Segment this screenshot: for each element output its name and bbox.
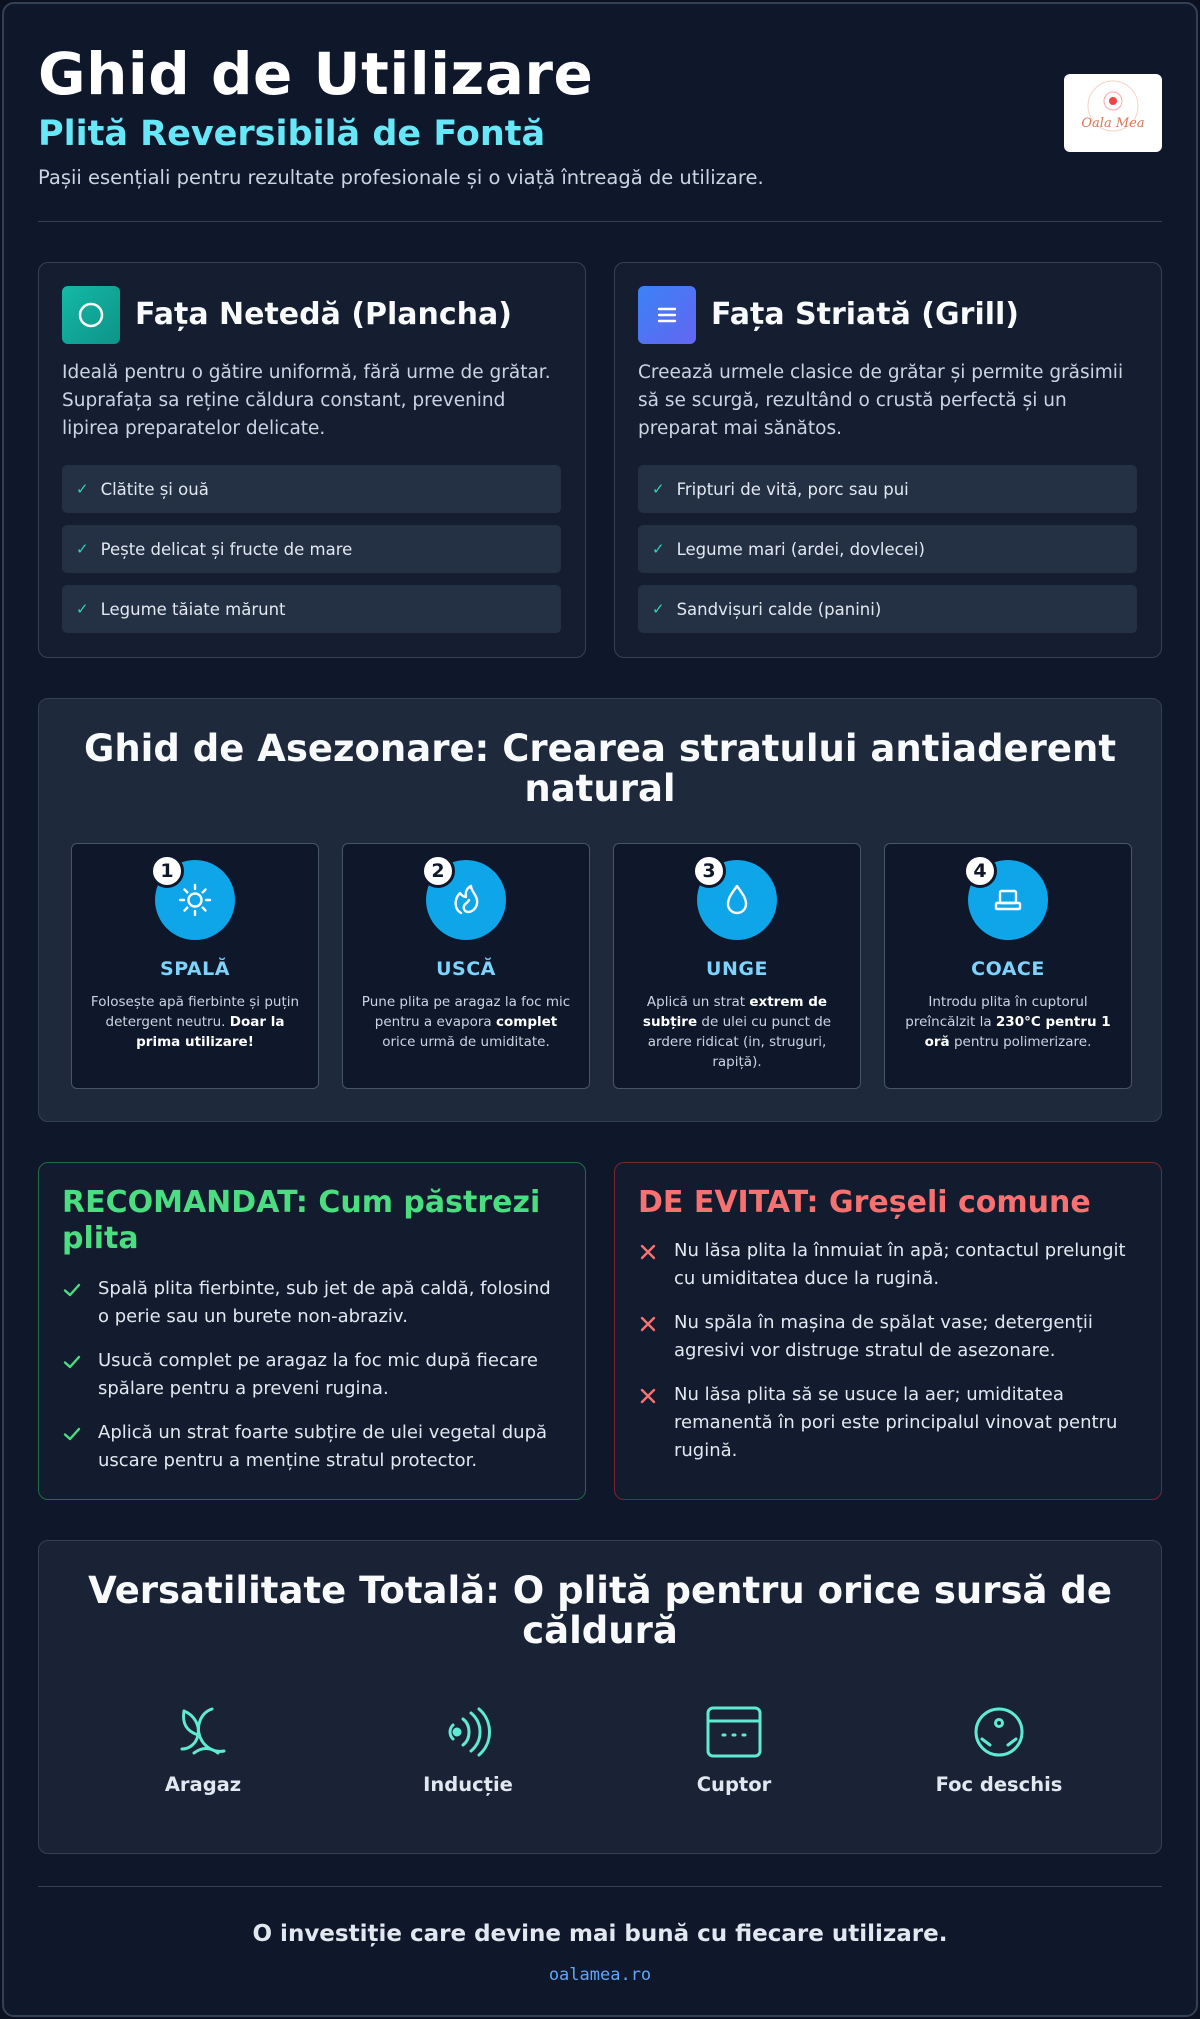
step-text-bold: Doar la prima utilizare! (136, 1014, 285, 1050)
seasoning-title: Ghid de Asezonare: Crearea stratului antiaderent natural (83, 727, 1117, 810)
step-number: 4 (963, 854, 997, 888)
list-item-label: Nu lăsa plita la înmuiat în apă; contactul prelungit cu umiditatea duce la rugină. (674, 1240, 1126, 1289)
ridged-side-card (614, 262, 1162, 658)
gas-stove-icon (172, 1701, 234, 1763)
infographic-page (2, 2, 1198, 2017)
step-name: SPALĂ (160, 958, 230, 980)
lines-icon (638, 286, 696, 344)
heat-source-oven (634, 1701, 834, 1796)
list-item (638, 1237, 1131, 1293)
list-item (62, 585, 561, 633)
heat-source-gas (103, 1701, 303, 1796)
heat-source-label: Aragaz (164, 1773, 242, 1796)
check-icon: ✓ (76, 540, 89, 558)
check-icon: ✓ (652, 480, 665, 498)
smooth-side-description: Ideală pentru o gătire uniformă, fără urme de grătar. Suprafața sa reține căldura constant, prevenind lipirea preparatelor delicate. (62, 362, 551, 439)
brand-logo (1064, 74, 1162, 152)
list-item-label: Sandvișuri calde (panini) (676, 599, 882, 619)
check-icon (62, 1352, 82, 1372)
list-item (62, 465, 561, 513)
step-card-bake (884, 843, 1132, 1089)
list-item (62, 1419, 555, 1475)
induction-icon (437, 1701, 499, 1763)
step-description (901, 992, 1115, 1052)
versatility-title: Versatilitate Totală: O plită pentru orice sursă de căldură (88, 1569, 1112, 1652)
list-item-label: Clătite și ouă (100, 479, 209, 499)
cross-icon (638, 1314, 658, 1334)
page-description: Pașii esențiali pentru rezultate profesionale și o viață întreagă de utilizare. (38, 166, 764, 189)
footer-tagline: O investiție care devine mai bună cu fiecare utilizare. (252, 1921, 948, 1947)
list-item (62, 1275, 555, 1331)
check-icon: ✓ (652, 600, 665, 618)
list-item (638, 465, 1137, 513)
step-text: de ulei cu punct de ardere ridicat (in, struguri, rapiță). (647, 1014, 832, 1070)
heat-source-campfire (899, 1701, 1099, 1796)
svg-text:Oala Mea: Oala Mea (1081, 116, 1145, 131)
ridged-side-description: Creează urmele clasice de grătar și permite grăsimii să se scurgă, rezultând o crustă perfectă și un preparat mai sănătos. (638, 362, 1124, 439)
avoid-list (638, 1237, 1131, 1481)
step-card-oil (613, 843, 861, 1089)
ridged-side-title: Fața Striată (Grill) (711, 297, 1019, 332)
list-item (62, 1347, 555, 1403)
recommended-card (38, 1162, 586, 1500)
page-subtitle: Plită Reversibilă de Fontă (38, 114, 546, 154)
step-text-bold: extrem de subțire (642, 994, 828, 1030)
footer (38, 1886, 1162, 1996)
check-icon (62, 1280, 82, 1300)
list-item-label: Legume tăiate mărunt (100, 599, 286, 619)
list-item-label: Legume mari (ardei, dovlecei) (676, 539, 925, 559)
list-item-label: Aplică un strat foarte subțire de ulei vegetal după uscare pentru a menține stratul protector. (98, 1422, 548, 1471)
recommended-list (62, 1275, 555, 1491)
check-icon: ✓ (76, 600, 89, 618)
smooth-side-card (38, 262, 586, 658)
check-icon: ✓ (76, 480, 89, 498)
step-text: Folosește apă fierbinte și puțin detergent neutru. (90, 994, 300, 1030)
step-text-bold: 230°C pentru 1 oră (924, 1014, 1111, 1050)
list-item-label: Nu spăla în mașina de spălat vase; detergenții agresivi vor distruge stratul de asezonare. (674, 1312, 1093, 1361)
step-description (88, 992, 302, 1052)
step-name: UNGE (706, 958, 768, 980)
step-card-wash (71, 843, 319, 1089)
avoid-card (614, 1162, 1162, 1500)
step-text: Introdu plita în cuptorul preîncălzit la (905, 994, 1088, 1030)
oven-icon (703, 1701, 765, 1763)
list-item-label: Usucă complet pe aragaz la foc mic după fiecare spălare pentru a preveni rugina. (98, 1350, 538, 1399)
list-item (638, 525, 1137, 573)
ridged-side-list (638, 465, 1137, 645)
list-item-label: Fripturi de vită, porc sau pui (676, 479, 909, 499)
page-title: Ghid de Utilizare (38, 40, 594, 108)
seasoning-section (38, 698, 1162, 1122)
list-item (638, 1381, 1131, 1465)
step-name: USCĂ (436, 958, 496, 980)
step-number: 1 (150, 854, 184, 888)
step-number: 2 (421, 854, 455, 888)
cross-icon (638, 1242, 658, 1262)
step-description (630, 992, 844, 1072)
step-text: Pune plita pe aragaz la foc mic pentru a evapora (361, 994, 571, 1030)
list-item (62, 525, 561, 573)
list-item-label: Pește delicat și fructe de mare (100, 539, 353, 559)
check-icon: ✓ (652, 540, 665, 558)
step-description (359, 992, 573, 1052)
step-name: COACE (971, 958, 1045, 980)
check-icon (62, 1424, 82, 1444)
step-text: Aplică un strat (646, 994, 750, 1010)
step-text: pentru polimerizare. (949, 1034, 1092, 1050)
smooth-side-title: Fața Netedă (Plancha) (135, 297, 512, 332)
heat-source-label: Cuptor (696, 1773, 772, 1796)
step-card-dry (342, 843, 590, 1089)
list-item-label: Nu lăsa plita să se usuce la aer; umiditatea remanentă în pori este principalul vinovat pentru rugină. (674, 1384, 1118, 1461)
recommended-title: RECOMANDAT: Cum păstrezi plita (62, 1185, 541, 1256)
versatility-section (38, 1540, 1162, 1854)
heat-source-label: Inducție (423, 1773, 513, 1796)
cross-icon (638, 1386, 658, 1406)
step-text: orice urmă de umiditate. (382, 1034, 550, 1050)
step-number: 3 (692, 854, 726, 888)
header (38, 4, 1162, 222)
list-item (638, 1309, 1131, 1365)
website-link[interactable]: oalamea.ro (548, 1965, 652, 1985)
list-item-label: Spală plita fierbinte, sub jet de apă caldă, folosind o perie sau un burete non-abraziv. (98, 1278, 551, 1327)
faces-section (38, 262, 1162, 658)
avoid-title: DE EVITAT: Greșeli comune (638, 1185, 1091, 1220)
circle-icon (62, 286, 120, 344)
step-text-bold: complet (495, 1014, 558, 1030)
heat-source-label: Foc deschis (935, 1773, 1063, 1796)
heat-source-induction (368, 1701, 568, 1796)
campfire-icon (968, 1701, 1030, 1763)
list-item (638, 585, 1137, 633)
smooth-side-list (62, 465, 561, 645)
